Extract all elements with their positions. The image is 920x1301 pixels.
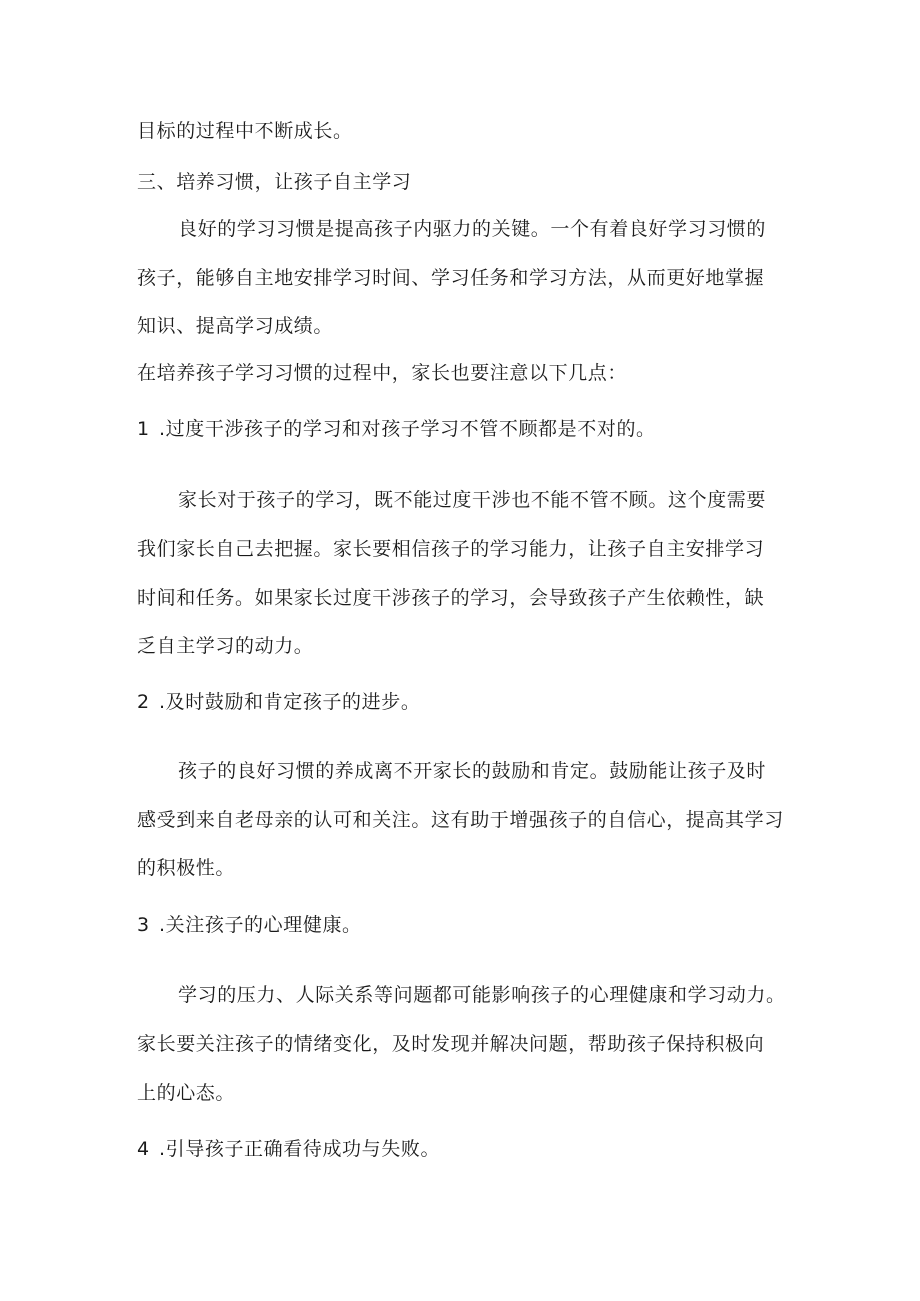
paragraph-line: 知识、提高学习成绩。 (137, 315, 334, 337)
paragraph-line: 感受到来自老母亲的认可和关注。这有助于增强孩子的自信心，提高其学习 (137, 809, 784, 831)
paragraph-line: 我们家长自己去把握。家长要相信孩子的学习能力，让孩子自主安排学习 (137, 538, 765, 560)
paragraph-line: 上的心态。 (137, 1082, 236, 1104)
paragraph-line: 家长对于孩子的学习，既不能过度干涉也不能不管不顾。这个度需要 (178, 489, 767, 511)
paragraph-line: 家长要关注孩子的情绪变化，及时发现并解决问题，帮助孩子保持积极向 (137, 1033, 765, 1055)
paragraph-line: 目标的过程中不断成长。 (137, 120, 353, 142)
list-item-number: 3 (137, 914, 150, 936)
list-item-text: .关注孩子的心理健康。 (159, 914, 362, 936)
paragraph-line: 在培养孩子学习习惯的过程中，家长也要注意以下几点： (137, 362, 628, 384)
list-item (137, 912, 362, 938)
paragraph-line: 学习的压力、人际关系等问题都可能影响孩子的心理健康和学习动力。 (178, 984, 786, 1006)
section-heading: 三、培养习惯，让孩子自主学习 (137, 171, 412, 193)
list-item-number: 2 (137, 691, 150, 713)
list-item-number: 4 (137, 1138, 150, 1160)
paragraph-line: 的积极性。 (137, 857, 236, 879)
paragraph-line: 孩子的良好习惯的养成离不开家长的鼓励和肯定。鼓励能让孩子及时 (178, 760, 767, 782)
paragraph-line: 孩子，能够自主地安排学习时间、学习任务和学习方法，从而更好地掌握 (137, 267, 765, 289)
list-item (137, 689, 420, 715)
paragraph-line: 时间和任务。如果家长过度干涉孩子的学习，会导致孩子产生依赖性，缺 (137, 587, 765, 609)
list-item-text: .引导孩子正确看待成功与失败。 (159, 1138, 441, 1160)
list-item-text: .及时鼓励和肯定孩子的进步。 (159, 691, 421, 713)
list-item-text: .过度干涉孩子的学习和对孩子学习不管不顾都是不对的。 (159, 418, 656, 440)
list-item (137, 1136, 440, 1162)
list-item (137, 416, 656, 442)
paragraph-line: 良好的学习习惯是提高孩子内驱力的关键。一个有着良好学习习惯的 (178, 218, 767, 240)
paragraph-line: 乏自主学习的动力。 (137, 635, 314, 657)
list-item-number: 1 (137, 418, 150, 440)
